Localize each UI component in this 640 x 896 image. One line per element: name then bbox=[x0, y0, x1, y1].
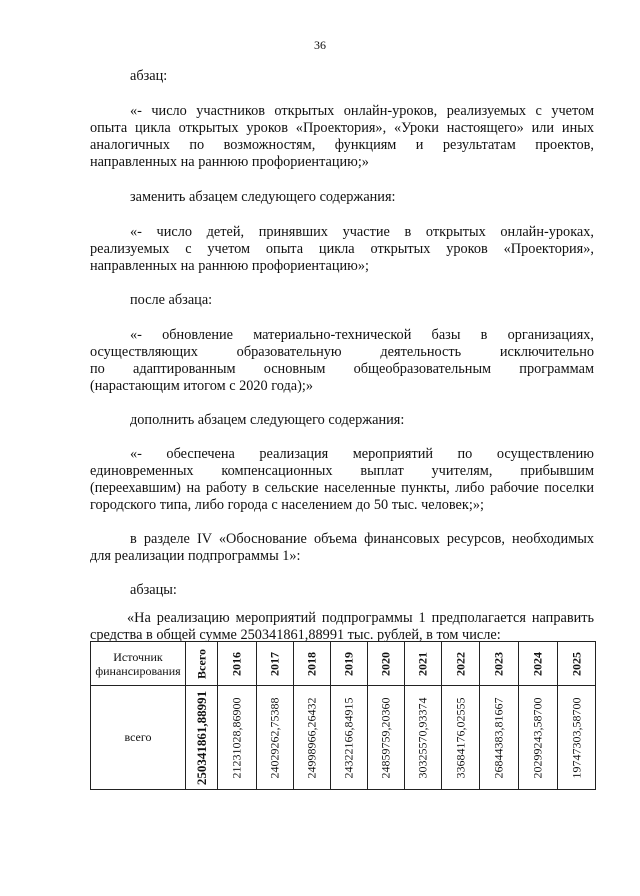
year-header bbox=[480, 642, 519, 686]
year-value: 24322166,84915 bbox=[341, 697, 356, 778]
text-line: в разделе IV «Обоснование объема финансовых ресурсов, необходимых bbox=[130, 531, 594, 547]
year-label: 2019 bbox=[341, 651, 356, 676]
text-line: направленных на раннюю профориентацию»; bbox=[90, 258, 369, 274]
year-header bbox=[294, 642, 331, 686]
year-header bbox=[257, 642, 294, 686]
year-label: 2020 bbox=[378, 651, 393, 676]
value-cell bbox=[480, 686, 519, 790]
year-value: 24029262,75388 bbox=[267, 697, 282, 778]
year-label: 2016 bbox=[229, 651, 244, 676]
paragraphs-label: абзацы: bbox=[130, 582, 177, 598]
text-line: опыта цикла открытых уроков «Проектория», «Уроки настоящего» или иных bbox=[90, 120, 594, 136]
year-label: 2021 bbox=[415, 651, 430, 676]
year-label: 2024 bbox=[530, 651, 545, 676]
instruction-text: после абзаца: bbox=[130, 292, 213, 308]
instruction-text: дополнить абзацем следующего содержания: bbox=[130, 412, 405, 428]
text-line: средства в общей сумме 250341861,88991 тыс. рублей, в том числе: bbox=[90, 627, 501, 643]
text-line: (переехавшим) на работу в сельские населенные пункты, либо рабочие поселки bbox=[90, 480, 594, 496]
value-cell bbox=[405, 686, 442, 790]
year-header bbox=[331, 642, 368, 686]
text-line: «На реализацию мероприятий подпрограммы 1 предполагается направить bbox=[127, 610, 594, 626]
text-line: осуществляющих образовательную деятельность исключительно bbox=[90, 344, 594, 360]
text-line: для реализации подпрограммы 1»: bbox=[90, 548, 301, 564]
value-cell bbox=[368, 686, 405, 790]
year-value: 19747303,58700 bbox=[569, 697, 583, 778]
text-line: аналогичных по возможностям, функциям и результатам проектов, bbox=[90, 137, 594, 153]
value-cell bbox=[218, 686, 257, 790]
year-header bbox=[558, 642, 596, 686]
text-line: «- число детей, принявших участие в открытых онлайн-уроках, bbox=[130, 224, 594, 240]
total-header-label: Всего bbox=[194, 648, 208, 679]
year-label: 2018 bbox=[304, 651, 319, 676]
text-line: направленных на раннюю профориентацию;» bbox=[90, 154, 369, 170]
funding-table bbox=[90, 641, 596, 790]
page-number: 36 bbox=[314, 38, 326, 52]
year-value: 26844383,81667 bbox=[491, 697, 506, 778]
total-cell bbox=[186, 686, 218, 790]
value-cell bbox=[558, 686, 596, 790]
source-header: Источник финансирования bbox=[91, 642, 186, 686]
text-line: «- обеспечена реализация мероприятий по осуществлению bbox=[130, 446, 594, 462]
text-line: «- обновление материально-технической базы в организациях, bbox=[130, 327, 594, 343]
year-label: 2022 bbox=[453, 651, 467, 676]
year-value: 21231028,86900 bbox=[229, 697, 244, 778]
value-cell bbox=[257, 686, 294, 790]
year-value: 24998966,26432 bbox=[304, 697, 319, 778]
text-line: «- число участников открытых онлайн-уроков, реализуемых с учетом bbox=[130, 103, 594, 119]
year-value: 33684176,02555 bbox=[453, 697, 467, 778]
row-label: всего bbox=[91, 686, 186, 790]
table-header-row bbox=[91, 642, 596, 686]
year-value: 20299243,58700 bbox=[530, 697, 545, 778]
total-value: 250341861,88991 bbox=[193, 690, 209, 785]
year-label: 2025 bbox=[569, 651, 583, 676]
text-line: (нарастающим итогом с 2020 года);» bbox=[90, 378, 314, 394]
table-row bbox=[91, 686, 596, 790]
year-header bbox=[405, 642, 442, 686]
year-header bbox=[519, 642, 558, 686]
instruction-text: заменить абзацем следующего содержания: bbox=[130, 189, 396, 205]
total-header bbox=[186, 642, 218, 686]
paragraph-label: абзац: bbox=[130, 68, 168, 84]
value-cell bbox=[331, 686, 368, 790]
year-value: 24859759,20360 bbox=[378, 697, 393, 778]
year-value: 30325570,93374 bbox=[415, 697, 430, 778]
year-header bbox=[442, 642, 480, 686]
year-header bbox=[218, 642, 257, 686]
year-header bbox=[368, 642, 405, 686]
year-label: 2023 bbox=[491, 651, 506, 676]
text-line: единовременных компенсационных выплат учителям, прибывшим bbox=[90, 463, 594, 479]
text-line: городского типа, либо города с населением до 50 тыс. человек;»; bbox=[90, 497, 484, 513]
value-cell bbox=[442, 686, 480, 790]
value-cell bbox=[519, 686, 558, 790]
year-label: 2017 bbox=[267, 651, 282, 676]
text-line: по адаптированным основным общеобразовательным программам bbox=[90, 361, 594, 377]
value-cell bbox=[294, 686, 331, 790]
text-line: реализуемых с учетом опыта цикла открытых уроков «Проектория», bbox=[90, 241, 594, 257]
